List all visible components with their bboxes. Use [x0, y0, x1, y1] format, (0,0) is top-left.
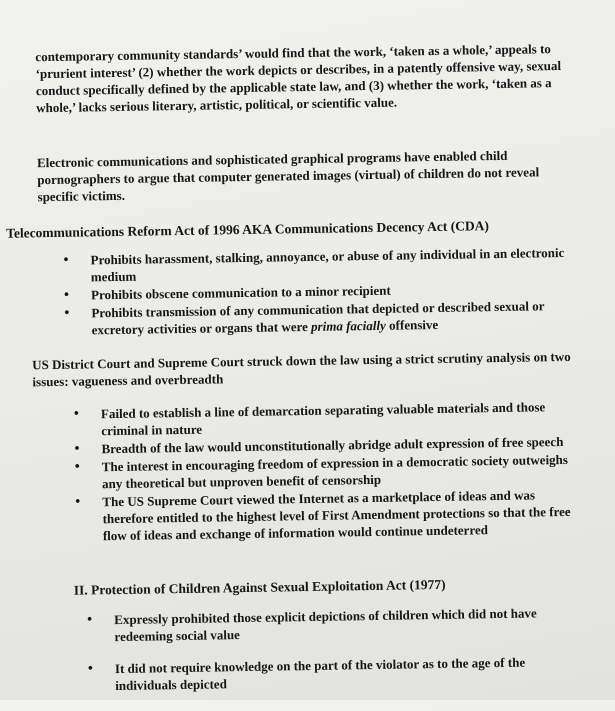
bullet-icon: •: [74, 441, 80, 457]
pcasea-list: [87, 604, 565, 709]
list-item-text-pre: Prohibits transmission of any communication that depicted or described sexual or excretory activities or organs that were: [91, 298, 545, 338]
bullet-icon: •: [64, 305, 70, 321]
list-item-text: Prohibits harassment, stalking, annoyance, or abuse of any individual in an electronic medium: [90, 244, 565, 285]
court-reasons-list: [73, 398, 573, 545]
cda-list: [63, 244, 571, 340]
bullet-icon: •: [87, 661, 94, 677]
list-item-text-emphasis: prima facially: [310, 317, 386, 334]
paragraph-obscenity-test: contemporary community standards’ would find that the work, ‘taken as a whole,’ appeals to ‘prurient interest’ (2) whether the work depicts or describes, in a patently offensive way, sexual conduct specifically defined by the applicable state law, and (3) whether the work, ‘taken as a whole,’ lacks serious literary, artistic, political, or scientific value.: [35, 41, 562, 116]
list-item-text: Prohibits obscene communication to a minor recipient: [90, 282, 391, 303]
bullet-icon: •: [63, 287, 70, 303]
bullet-icon: •: [73, 406, 80, 422]
heading-cda: Telecommunications Reform Act of 1996 AKA Communications Decency Act (CDA): [6, 218, 489, 241]
heading-pcasea: II. Protection of Children Against Sexual Exploitation Act (1977): [73, 576, 446, 598]
list-item: [64, 297, 571, 339]
bullet-icon: •: [75, 494, 81, 510]
list-item-text: Breadth of the law would unconstitutionally abridge adult expression of free speech: [101, 433, 564, 457]
paragraph-virtual-images: Electronic communications and sophisticated graphical programs have enabled child pornographers to argue that computer generated images (virtual) of children do not reveal specific victims.: [36, 147, 540, 205]
list-item-text: It did not require knowledge on the part of the violator as to the age of the individuals depicted: [114, 654, 526, 694]
list-item: [75, 486, 573, 544]
list-item-text: Failed to establish a line of demarcation separating valuable materials and those criminal in nature: [100, 399, 546, 439]
bullet-icon: •: [74, 459, 80, 475]
bullet-icon: •: [87, 612, 93, 628]
list-item: [87, 604, 564, 645]
list-item-text-post: offensive: [385, 316, 439, 333]
list-item-text: The US Supreme Court viewed the Internet as a marketplace of ideas and was therefore entitled to the highest level of First Amendment protections so that the free flow of ideas and exchange of information would continue undeterred: [102, 487, 571, 544]
list-item-text: Expressly prohibited those explicit depictions of children which did not have redeeming social value: [114, 605, 537, 645]
paragraph-court-ruling: US District Court and Supreme Court struck down the law using a strict scrutiny analysis on two issues: vagueness and overbreadth: [32, 348, 571, 390]
bullet-icon: •: [63, 252, 69, 268]
list-item: [87, 653, 565, 694]
list-item-text: The interest in encouraging freedom of expression in a democratic society outweighs any theoretical but unproven benefit of censorship: [101, 451, 569, 492]
